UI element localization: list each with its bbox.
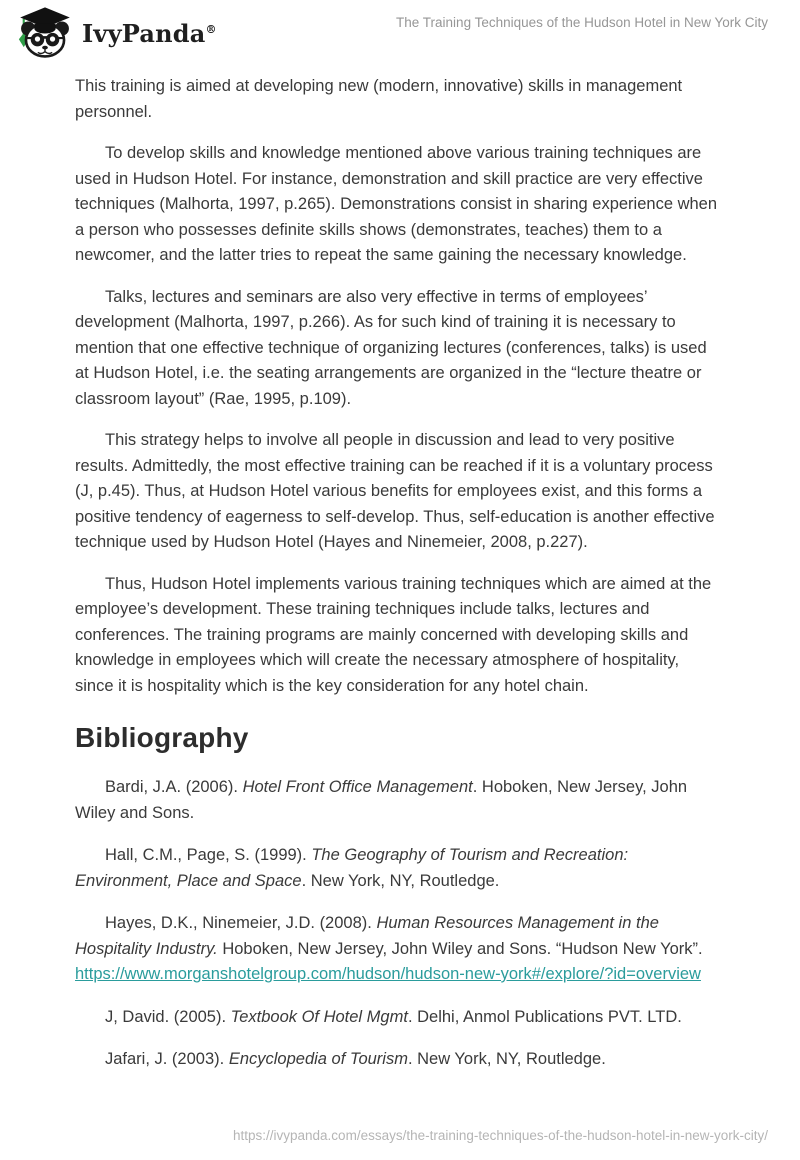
bibliography-entry (75, 1047, 722, 1073)
citation-authors: Hayes, D.K., Ninemeier, J.D. (2008). (105, 914, 377, 932)
citation-publisher: . Hoboken, New Jersey, John Wiley and Sons. (75, 778, 688, 822)
citation-title: Hotel Front Office Management (242, 778, 473, 796)
citation-title: Textbook Of Hotel Mgmt (230, 1007, 408, 1026)
brand-name: IvyPanda (82, 18, 206, 48)
bibliography-heading: Bibliography (75, 722, 249, 753)
citation-publisher: . Delhi, Anmol Publications PVT. LTD. (407, 1007, 682, 1026)
citation-authors: Jafari, J. (2003). (105, 1050, 229, 1068)
registered-mark: ® (205, 22, 217, 36)
ivypanda-logo (14, 6, 217, 60)
bibliography-entry (75, 775, 722, 826)
citation-publisher: . New York, NY, Routledge. (407, 1050, 606, 1068)
page-header (0, 0, 800, 64)
document-title: The Training Techniques of the Hudson Hotel in New York City (396, 15, 768, 30)
citation-title: Human Resources Management in the Hospitality Industry. (75, 914, 659, 958)
citation-authors: Hall, C.M., Page, S. (1999). (105, 846, 312, 864)
citation-publisher: . New York, NY, Routledge. (301, 871, 500, 890)
citation-title: Encyclopedia of Tourism (228, 1050, 408, 1068)
citation-title: The Geography of Tourism and Recreation: Environment, Place and Space (75, 846, 629, 890)
footer-source-url: https://ivypanda.com/essays/the-training-techniques-of-the-hudson-hotel-in-new-york-city/ (233, 1128, 768, 1143)
body-paragraph: Talks, lectures and seminars are also very effective in terms of employees’ development (Malhorta, 1997, p.266). As for such kind of training it is necessary to mention that one effective technique of organizing lectures (conferences, talks) is used at Hudson Hotel, i.e. the seating arrangements are organized in the “lecture theatre or classroom layout” (Rae, 1995, p.109). (75, 287, 707, 408)
external-source-link[interactable]: https://www.morganshotelgroup.com/hudson/hudson-new-york#/explore/?id=overview (75, 965, 701, 983)
citation-authors: J, David. (2005). (105, 1007, 231, 1026)
body-paragraph: This strategy helps to involve all people in discussion and lead to very positive results. Admittedly, the most effective training can be reached if it is a voluntary process (J, p.45). Thus, at Hudson Hotel various benefits for employees exist, and this forms a positive tendency of eagerness to self-develop. Thus, self-education is another effective technique used by Hudson Hotel (Hayes and Ninemeier, 2008, p.227). (75, 431, 715, 551)
citation-authors: Bardi, J.A. (2006). (105, 778, 243, 796)
body-paragraph: To develop skills and knowledge mentioned above various training techniques are used in Hudson Hotel. For instance, demonstration and skill practice are very effective techniques (Malhorta, 1997, p.265). Demonstrations consist in sharing experience when a person who possesses definite skills shows (demonstrates, teaches) them to a newcomer, and the latter tries to repeat the same gaining the necessary knowledge. (75, 144, 718, 264)
bibliography-entry (75, 1005, 722, 1031)
bibliography-entry (75, 843, 722, 894)
bibliography-entry (75, 911, 722, 988)
body-paragraph: Thus, Hudson Hotel implements various training techniques which are aimed at the employee’s development. These training techniques include talks, lectures and conferences. The training programs are mainly concerned with developing skills and knowledge in employees which will create the necessary atmosphere of hospitality, since it is hospitality which is the key consideration for any hotel chain. (75, 574, 712, 695)
brand-wordmark (82, 19, 217, 48)
body-paragraph: This training is aimed at developing new (modern, innovative) skills in management personnel. (75, 77, 683, 121)
panda-graduate-icon (14, 6, 76, 60)
citation-publisher: Hoboken, New Jersey, John Wiley and Sons. “Hudson New York”. (217, 939, 703, 958)
